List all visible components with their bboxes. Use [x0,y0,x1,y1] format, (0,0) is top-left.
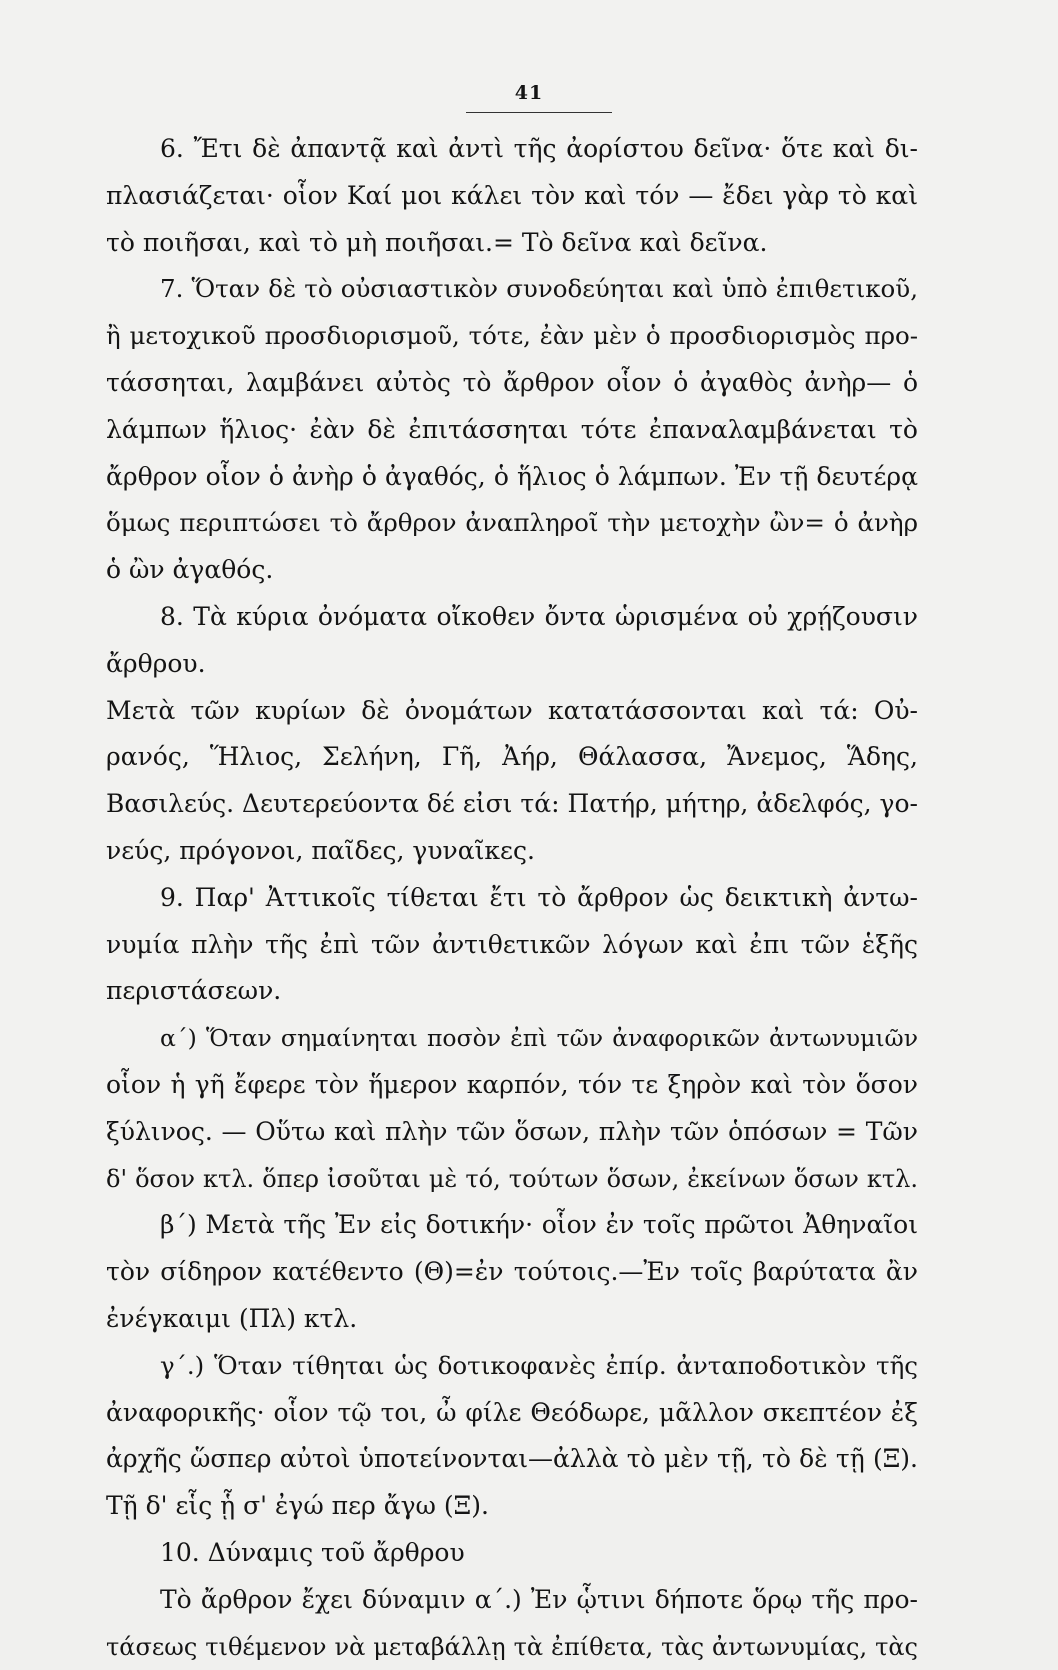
text-line: τάσεως τιθέμενον νὰ μεταβάλλῃ τὰ ἐπίθετα, τὰς ἀντωνυμίας, τὰς [106,1624,918,1670]
text-line: ἀρχῆς ὥσπερ αὐτοὶ ὑποτείνονται—ἀλλὰ τὸ μὲν τῇ, τὸ δὲ τῇ (Ξ). [106,1436,918,1483]
text-line: ὅμως περιπτώσει τὸ ἄρθρον ἀναπληροῖ τὴν μετοχὴν ὢν= ὁ ἀνὴρ [106,500,918,547]
text-line: οἷον ἡ γῆ ἔφερε τὸν ἥμερον καρπόν, τόν τε ξηρὸν καὶ τὸν ὅσον [106,1062,918,1109]
text-line: νυμία πλὴν τῆς ἐπὶ τῶν ἀντιθετικῶν λόγων καὶ ἐπι τῶν ἑξῆς [106,922,918,969]
text-line: τὸ ποιῆσαι, καὶ τὸ μὴ ποιῆσαι.= Τὸ δεῖνα καὶ δεῖνα. [106,220,918,267]
text-line: Τὸ ἄρθρον ἔχει δύναμιν α΄.) Ἐν ᾧτινι δήποτε ὅρῳ τῆς προ- [106,1577,918,1624]
page-number: 41 [0,82,1058,104]
text-line: ξύλινος. — Οὕτω καὶ πλὴν τῶν ὅσων, πλὴν τῶν ὁπόσων = Τῶν [106,1109,918,1156]
body-text [106,126,918,1670]
text-line: δ' ὅσον κτλ. ὅπερ ἰσοῦται μὲ τό, τούτων ὅσων, ἐκείνων ὅσων κτλ. [106,1156,918,1203]
text-line: 6. Ἔτι δὲ ἀπαντᾷ καὶ ἀντὶ τῆς ἀορίστου δεῖνα· ὅτε καὶ δι- [106,126,918,173]
text-line: ρανός, Ἥλιος, Σελήνη, Γῆ, Ἀήρ, Θάλασσα, Ἄνεμος, Ἅδης, [106,734,918,781]
text-line: ἢ μετοχικοῦ προσδιορισμοῦ, τότε, ἐὰν μὲν ὁ προσδιορισμὸς προ- [106,313,918,360]
text-line: α΄) Ὅταν σημαίνηται ποσὸν ἐπὶ τῶν ἀναφορικῶν ἀντωνυμιῶν [106,1015,918,1062]
text-line: περιστάσεων. [106,968,918,1015]
text-line: 9. Παρ' Ἀττικοῖς τίθεται ἔτι τὸ ἄρθρον ὡς δεικτικὴ ἀντω- [106,875,918,922]
text-line: ἀναφορικῆς· οἷον τῷ τοι, ὦ φίλε Θεόδωρε, μᾶλλον σκεπτέον ἐξ [106,1390,918,1437]
header-rule [466,112,612,113]
text-line: 8. Τὰ κύρια ὀνόματα οἴκοθεν ὄντα ὡρισμένα οὐ χρῄζουσιν [106,594,918,641]
text-line: γ΄.) Ὅταν τίθηται ὡς δοτικοφανὲς ἐπίρ. ἀνταποδοτικὸν τῆς [106,1343,918,1390]
text-line: νεύς, πρόγονοι, παῖδες, γυναῖκες. [106,828,918,875]
text-line: ἐνέγκαιμι (Πλ) κτλ. [106,1296,918,1343]
text-line: ὁ ὢν ἀγαθός. [106,547,918,594]
text-line: Τῇ δ' εἷς ᾗ σ' ἐγώ περ ἄγω (Ξ). [106,1483,918,1530]
text-line: Βασιλεύς. Δευτερεύοντα δέ εἰσι τά: Πατήρ, μήτηρ, ἀδελφός, γο- [106,781,918,828]
text-line: β΄) Μετὰ τῆς Ἐν εἰς δοτικήν· οἷον ἐν τοῖς πρῶτοι Ἀθηναῖοι [106,1202,918,1249]
text-line: πλασιάζεται· οἷον Καί μοι κάλει τὸν καὶ τόν — ἔδει γὰρ τὸ καὶ [106,173,918,220]
text-line: τάσσηται, λαμβάνει αὐτὸς τὸ ἄρθρον οἷον ὁ ἀγαθὸς ἀνὴρ— ὁ [106,360,918,407]
text-line: τὸν σίδηρον κατέθεντο (Θ)=ἐν τούτοις.—Ἐν τοῖς βαρύτατα ἂν [106,1249,918,1296]
text-line: ἄρθρου. [106,641,918,688]
text-line: 10. Δύναμις τοῦ ἄρθρου [106,1530,918,1577]
text-line: Μετὰ τῶν κυρίων δὲ ὀνομάτων κατατάσσονται καὶ τά: Οὐ- [106,688,918,735]
text-line: λάμπων ἥλιος· ἐὰν δὲ ἐπιτάσσηται τότε ἐπαναλαμβάνεται τὸ [106,407,918,454]
text-line: ἄρθρον οἷον ὁ ἀνὴρ ὁ ἀγαθός, ὁ ἥλιος ὁ λάμπων. Ἐν τῇ δευτέρᾳ [106,454,918,501]
text-line: 7. Ὅταν δὲ τὸ οὐσιαστικὸν συνοδεύηται καὶ ὑπὸ ἐπιθετικοῦ, [106,266,918,313]
